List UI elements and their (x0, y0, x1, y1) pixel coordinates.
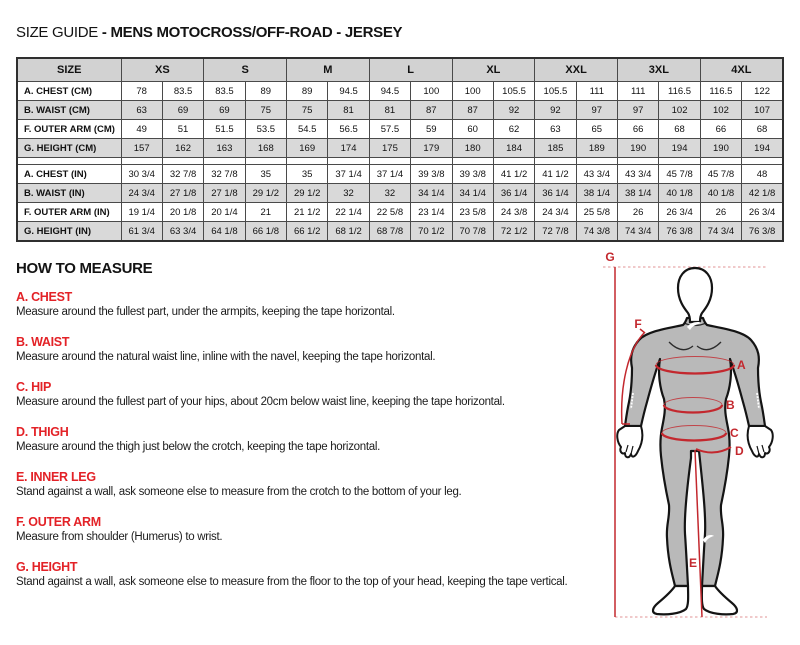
table-cell: 89 (287, 82, 328, 101)
table-cell: 87 (452, 101, 493, 120)
table-cell: 41 1/2 (535, 165, 576, 184)
table-cell: 180 (452, 139, 493, 158)
head (678, 268, 712, 322)
table-cell: 30 3/4 (121, 165, 162, 184)
table-cell: 179 (411, 139, 452, 158)
table-cell: 68 (742, 120, 783, 139)
table-cell: 69 (204, 101, 245, 120)
table-cell: 66 1/8 (245, 222, 286, 242)
table-cell: 74 3/4 (700, 222, 741, 242)
table-cell: 36 1/4 (493, 184, 534, 203)
table-cell: 34 1/4 (411, 184, 452, 203)
measure-item-text: Measure around the natural waist line, inline with the navel, keeping the tape horizontal. (16, 351, 436, 363)
table-cell: 60 (452, 120, 493, 139)
label-thigh: D (735, 444, 744, 458)
table-cell: 41 1/2 (493, 165, 534, 184)
table-cell: 63 (121, 101, 162, 120)
left-hand (617, 426, 642, 457)
table-cell: 105.5 (535, 82, 576, 101)
right-hand (748, 426, 773, 457)
table-cell: 184 (493, 139, 534, 158)
size-column-XS: XS (121, 58, 204, 82)
table-cell: 64 1/8 (204, 222, 245, 242)
label-hip: C (730, 426, 739, 440)
table-cell: 74 3/4 (618, 222, 659, 242)
table-cell: 39 3/8 (452, 165, 493, 184)
table-cell: 32 (328, 184, 369, 203)
table-cell: 25 5/8 (576, 203, 617, 222)
table-cell: 175 (369, 139, 410, 158)
table-cell: 45 7/8 (659, 165, 700, 184)
table-cell: 162 (162, 139, 203, 158)
table-cell: 87 (411, 101, 452, 120)
size-column-S: S (204, 58, 287, 82)
page-title-main: - MENS MOTOCROSS/OFF-ROAD - JERSEY (101, 24, 403, 41)
table-cell: 116.5 (700, 82, 741, 101)
table-cell: 40 1/8 (700, 184, 741, 203)
row-label: G. HEIGHT (IN) (17, 222, 121, 242)
table-cell: 61 3/4 (121, 222, 162, 242)
table-cell: 26 (700, 203, 741, 222)
table-cell: 163 (204, 139, 245, 158)
table-row (17, 101, 783, 120)
table-cell: 102 (659, 101, 700, 120)
table-cell: 56.5 (328, 120, 369, 139)
table-cell: 62 (493, 120, 534, 139)
table-cell: 116.5 (659, 82, 700, 101)
table-cell: 32 7/8 (162, 165, 203, 184)
table-cell: 22 5/8 (369, 203, 410, 222)
table-cell: 81 (328, 101, 369, 120)
how-to-measure-title: HOW TO MEASURE (16, 260, 153, 277)
table-header-row (17, 58, 783, 82)
row-label: B. WAIST (IN) (17, 184, 121, 203)
table-cell: 26 3/4 (659, 203, 700, 222)
table-cell: 19 1/4 (121, 203, 162, 222)
measure-item-heading: D. THIGH (16, 425, 69, 439)
unit-separator-row (17, 158, 783, 165)
table-cell: 111 (618, 82, 659, 101)
table-row (17, 165, 783, 184)
table-cell: 92 (493, 101, 534, 120)
table-cell: 65 (576, 120, 617, 139)
measure-item-text: Measure around the thigh just below the crotch, keeping the tape horizontal. (16, 441, 380, 453)
table-cell: 81 (369, 101, 410, 120)
measure-item-heading: G. HEIGHT (16, 560, 78, 574)
table-cell: 38 1/4 (576, 184, 617, 203)
table-cell: 169 (287, 139, 328, 158)
table-cell: 78 (121, 82, 162, 101)
measure-item-heading: A. CHEST (16, 290, 72, 304)
size-column-M: M (287, 58, 370, 82)
measure-item-text: Stand against a wall, ask someone else to measure from the crotch to the bottom of your leg. (16, 486, 462, 498)
table-cell: 185 (535, 139, 576, 158)
table-cell: 75 (287, 101, 328, 120)
table-cell: 57.5 (369, 120, 410, 139)
table-cell: 23 1/4 (411, 203, 452, 222)
table-cell: 43 3/4 (576, 165, 617, 184)
table-cell: 66 1/2 (287, 222, 328, 242)
table-cell: 66 (700, 120, 741, 139)
measure-item-heading: F. OUTER ARM (16, 515, 101, 529)
table-cell: 190 (618, 139, 659, 158)
table-cell: 22 1/4 (328, 203, 369, 222)
measure-item-text: Stand against a wall, ask someone else to measure from the floor to the top of your head, keeping the tape vertical. (16, 576, 568, 588)
table-cell: 68 1/2 (328, 222, 369, 242)
measure-item (16, 560, 620, 590)
table-cell: 21 (245, 203, 286, 222)
page-title-prefix: SIZE GUIDE (16, 24, 99, 41)
table-cell: 38 1/4 (618, 184, 659, 203)
label-waist: B (726, 398, 735, 412)
table-cell: 72 1/2 (493, 222, 534, 242)
table-cell: 68 7/8 (369, 222, 410, 242)
row-label: F. OUTER ARM (IN) (17, 203, 121, 222)
table-cell: 107 (742, 101, 783, 120)
measure-item-heading: B. WAIST (16, 335, 70, 349)
measure-item (16, 335, 620, 365)
table-cell: 40 1/8 (659, 184, 700, 203)
page-title (16, 24, 402, 41)
measure-item (16, 425, 620, 455)
label-inner-leg: E (688, 556, 697, 570)
table-cell: 48 (742, 165, 783, 184)
size-column-4XL: 4XL (700, 58, 783, 82)
table-cell: 51 (162, 120, 203, 139)
table-row (17, 203, 783, 222)
table-cell: 66 (618, 120, 659, 139)
measure-item (16, 290, 620, 320)
table-cell: 29 1/2 (245, 184, 286, 203)
table-cell: 83.5 (204, 82, 245, 101)
table-cell: 24 3/4 (121, 184, 162, 203)
table-cell: 168 (245, 139, 286, 158)
table-cell: 21 1/2 (287, 203, 328, 222)
measure-item (16, 380, 620, 410)
table-cell: 111 (576, 82, 617, 101)
table-cell: 105.5 (493, 82, 534, 101)
table-cell: 27 1/8 (204, 184, 245, 203)
table-cell: 32 7/8 (204, 165, 245, 184)
table-cell: 37 1/4 (328, 165, 369, 184)
table-row (17, 82, 783, 101)
table-cell: 92 (535, 101, 576, 120)
row-label: B. WAIST (CM) (17, 101, 121, 120)
table-cell: 122 (742, 82, 783, 101)
measure-items (16, 290, 620, 590)
table-cell: 190 (700, 139, 741, 158)
table-cell: 39 3/8 (411, 165, 452, 184)
table-row (17, 139, 783, 158)
table-cell: 69 (162, 101, 203, 120)
row-label: A. CHEST (IN) (17, 165, 121, 184)
size-column-L: L (369, 58, 452, 82)
table-cell: 94.5 (369, 82, 410, 101)
label-outer-arm: F (634, 317, 642, 331)
table-cell: 189 (576, 139, 617, 158)
table-cell: 32 (369, 184, 410, 203)
table-cell: 89 (245, 82, 286, 101)
row-label: F. OUTER ARM (CM) (17, 120, 121, 139)
table-cell: 26 (618, 203, 659, 222)
row-label: G. HEIGHT (CM) (17, 139, 121, 158)
table-cell: 29 1/2 (287, 184, 328, 203)
table-cell: 23 5/8 (452, 203, 493, 222)
left-foot (653, 586, 688, 614)
table-cell: 68 (659, 120, 700, 139)
table-cell: 45 7/8 (700, 165, 741, 184)
size-column-3XL: 3XL (618, 58, 701, 82)
table-cell: 100 (411, 82, 452, 101)
table-cell: 37 1/4 (369, 165, 410, 184)
table-cell: 174 (328, 139, 369, 158)
measure-item (16, 470, 620, 500)
table-cell: 20 1/4 (204, 203, 245, 222)
table-cell: 70 1/2 (411, 222, 452, 242)
table-cell: 76 3/8 (659, 222, 700, 242)
body-figure-svg (595, 248, 800, 640)
table-cell: 43 3/4 (618, 165, 659, 184)
measure-item-text: Measure from shoulder (Humerus) to wrist. (16, 531, 223, 543)
table-cell: 97 (576, 101, 617, 120)
table-cell: 72 7/8 (535, 222, 576, 242)
body-measurement-diagram (595, 248, 800, 640)
measure-item-text: Measure around the fullest part, under the armpits, keeping the tape horizontal. (16, 306, 395, 318)
measure-item-text: Measure around the fullest part of your hips, about 20cm below waist line, keeping the tape horizontal. (16, 396, 505, 408)
size-column-XXL: XXL (535, 58, 618, 82)
measure-item (16, 515, 620, 545)
size-header-cell: SIZE (17, 58, 121, 82)
table-cell: 83.5 (162, 82, 203, 101)
measure-item-heading: E. INNER LEG (16, 470, 96, 484)
table-cell: 74 3/8 (576, 222, 617, 242)
table-cell: 100 (452, 82, 493, 101)
table-cell: 51.5 (204, 120, 245, 139)
row-label: A. CHEST (CM) (17, 82, 121, 101)
table-cell: 97 (618, 101, 659, 120)
table-cell: 42 1/8 (742, 184, 783, 203)
table-cell: 49 (121, 120, 162, 139)
table-cell: 157 (121, 139, 162, 158)
table-cell: 102 (700, 101, 741, 120)
how-to-measure-section (16, 260, 620, 605)
table-row (17, 222, 783, 242)
table-cell: 76 3/8 (742, 222, 783, 242)
table-cell: 63 (535, 120, 576, 139)
table-cell: 34 1/4 (452, 184, 493, 203)
table-cell: 75 (245, 101, 286, 120)
table-cell: 24 3/4 (535, 203, 576, 222)
measure-item-heading: C. HIP (16, 380, 52, 394)
size-column-XL: XL (452, 58, 535, 82)
table-cell: 27 1/8 (162, 184, 203, 203)
table-cell: 63 3/4 (162, 222, 203, 242)
table-cell: 194 (659, 139, 700, 158)
table-row (17, 184, 783, 203)
table-cell: 70 7/8 (452, 222, 493, 242)
label-height: G (605, 250, 615, 264)
table-cell: 35 (245, 165, 286, 184)
right-foot (702, 586, 737, 614)
table-cell: 54.5 (287, 120, 328, 139)
table-cell: 24 3/8 (493, 203, 534, 222)
table-cell: 20 1/8 (162, 203, 203, 222)
table-cell: 36 1/4 (535, 184, 576, 203)
table-cell: 53.5 (245, 120, 286, 139)
table-cell: 59 (411, 120, 452, 139)
table-cell: 94.5 (328, 82, 369, 101)
table-cell: 194 (742, 139, 783, 158)
feet (653, 586, 737, 614)
label-chest: A (737, 358, 746, 372)
size-table (16, 57, 784, 242)
table-cell: 26 3/4 (742, 203, 783, 222)
table-row (17, 120, 783, 139)
table-cell: 35 (287, 165, 328, 184)
